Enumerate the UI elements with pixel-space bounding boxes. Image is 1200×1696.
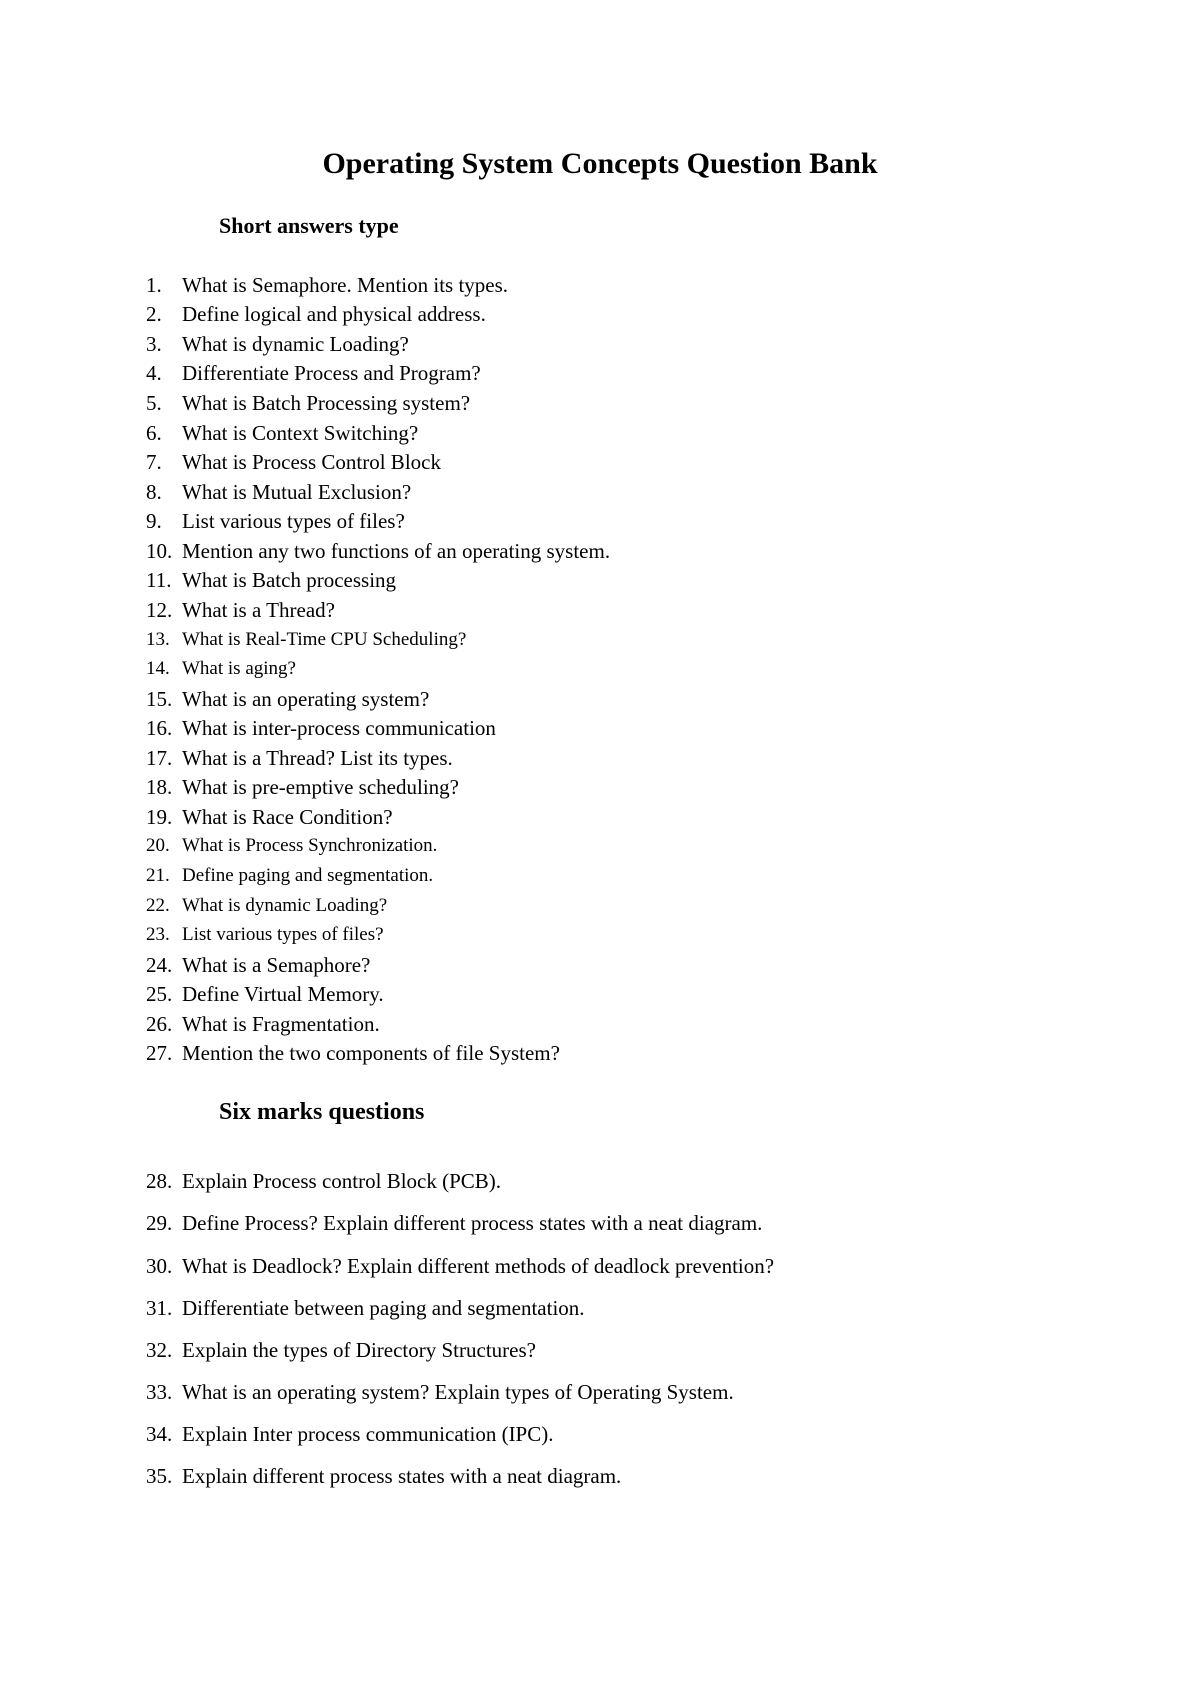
- question-item: [146, 891, 387, 921]
- question-number: 2.: [146, 302, 162, 326]
- question-item: [146, 270, 508, 300]
- question-text: Define Virtual Memory.: [182, 982, 384, 1006]
- question-number: 33.: [146, 1380, 173, 1404]
- question-item: [146, 654, 296, 684]
- question-item: [146, 979, 384, 1009]
- question-text: What is an operating system?: [182, 687, 430, 711]
- question-item: [146, 713, 496, 743]
- question-text: What is Fragmentation.: [182, 1012, 380, 1036]
- question-number: 11.: [146, 568, 172, 592]
- question-text: What is aging?: [182, 658, 296, 679]
- question-text: What is dynamic Loading?: [182, 895, 388, 916]
- question-number: 27.: [146, 1041, 173, 1065]
- question-number: 8.: [146, 480, 162, 504]
- question-number: 19.: [146, 805, 173, 829]
- question-text: What is Batch Processing system?: [182, 391, 471, 415]
- question-text: What is Real-Time CPU Scheduling?: [182, 629, 467, 650]
- question-text: What is Process Control Block: [182, 450, 441, 474]
- question-number: 3.: [146, 332, 162, 356]
- question-text: Define Process? Explain different process states with a neat diagram.: [182, 1211, 763, 1235]
- question-item: [146, 1377, 734, 1407]
- question-text: What is Process Synchronization.: [182, 835, 438, 856]
- question-item: [146, 418, 418, 448]
- question-item: [146, 1038, 560, 1068]
- question-number: 17.: [146, 746, 173, 770]
- question-text: What is Mutual Exclusion?: [182, 480, 412, 504]
- question-number: 32.: [146, 1338, 173, 1362]
- question-text: Explain different process states with a neat diagram.: [182, 1464, 622, 1488]
- question-text: What is an operating system? Explain types of Operating System.: [182, 1380, 734, 1404]
- question-item: [146, 565, 396, 595]
- question-text: Mention any two functions of an operating system.: [182, 539, 611, 563]
- question-item: [146, 920, 384, 950]
- question-number: 22.: [146, 895, 170, 916]
- question-number: 5.: [146, 391, 162, 415]
- question-number: 30.: [146, 1254, 173, 1278]
- question-item: [146, 1419, 554, 1449]
- question-item: [146, 831, 437, 861]
- question-item: [146, 743, 453, 773]
- question-item: [146, 595, 335, 625]
- question-text: Explain Inter process communication (IPC).: [182, 1422, 554, 1446]
- question-text: What is Batch processing: [182, 568, 397, 592]
- question-number: 14.: [146, 658, 170, 679]
- question-number: 1.: [146, 273, 162, 297]
- question-number: 24.: [146, 953, 173, 977]
- question-item: [146, 950, 370, 980]
- question-item: [146, 772, 459, 802]
- question-text: List various types of files?: [182, 509, 405, 533]
- question-number: 7.: [146, 450, 162, 474]
- question-text: What is a Semaphore?: [182, 953, 371, 977]
- question-item: [146, 388, 470, 418]
- question-number: 4.: [146, 361, 162, 385]
- question-item: [146, 329, 409, 359]
- question-number: 34.: [146, 1422, 173, 1446]
- question-text: What is Semaphore. Mention its types.: [182, 273, 509, 297]
- question-number: 25.: [146, 982, 173, 1006]
- question-text: What is Deadlock? Explain different methods of deadlock prevention?: [182, 1254, 775, 1278]
- question-number: 6.: [146, 421, 162, 445]
- question-number: 20.: [146, 835, 170, 856]
- question-number: 21.: [146, 865, 170, 886]
- question-text: What is pre-emptive scheduling?: [182, 775, 459, 799]
- question-number: 13.: [146, 629, 170, 650]
- question-item: [146, 1461, 621, 1491]
- question-text: What is dynamic Loading?: [182, 332, 409, 356]
- question-item: [146, 447, 441, 477]
- question-text: Explain the types of Directory Structures?: [182, 1338, 536, 1362]
- section-heading-six-marks: Six marks questions: [219, 1099, 425, 1125]
- question-number: 9.: [146, 509, 162, 533]
- question-text: What is Context Switching?: [182, 421, 419, 445]
- question-item: [146, 625, 466, 655]
- question-item: [146, 477, 411, 507]
- question-number: 15.: [146, 687, 173, 711]
- question-text: Differentiate Process and Program?: [182, 361, 481, 385]
- question-item: [146, 1335, 536, 1365]
- question-text: What is inter-process communication: [182, 716, 496, 740]
- question-item: [146, 802, 393, 832]
- question-item: [146, 1251, 774, 1281]
- question-text: List various types of files?: [182, 924, 384, 945]
- question-item: [146, 1009, 380, 1039]
- question-number: 10.: [146, 539, 173, 563]
- question-text: What is a Thread?: [182, 598, 335, 622]
- question-number: 23.: [146, 924, 170, 945]
- question-number: 26.: [146, 1012, 173, 1036]
- question-text: What is Race Condition?: [182, 805, 393, 829]
- question-number: 31.: [146, 1296, 173, 1320]
- question-item: [146, 1208, 762, 1238]
- question-text: Explain Process control Block (PCB).: [182, 1169, 502, 1193]
- question-number: 12.: [146, 598, 173, 622]
- page-title: Operating System Concepts Question Bank: [322, 147, 878, 180]
- question-item: [146, 861, 433, 891]
- question-item: [146, 299, 486, 329]
- question-item: [146, 358, 481, 388]
- question-number: 18.: [146, 775, 173, 799]
- question-number: 16.: [146, 716, 173, 740]
- question-item: [146, 506, 405, 536]
- question-item: [146, 536, 610, 566]
- question-number: 29.: [146, 1211, 173, 1235]
- question-number: 28.: [146, 1169, 173, 1193]
- section-heading-short-answers: Short answers type: [219, 213, 399, 238]
- question-text: Mention the two components of file System?: [182, 1041, 560, 1065]
- question-item: [146, 684, 429, 714]
- question-text: Define logical and physical address.: [182, 302, 486, 326]
- question-text: Define paging and segmentation.: [182, 865, 434, 886]
- question-item: [146, 1166, 501, 1196]
- question-item: [146, 1293, 585, 1323]
- question-text: Differentiate between paging and segmentation.: [182, 1296, 585, 1320]
- question-text: What is a Thread? List its types.: [182, 746, 453, 770]
- question-number: 35.: [146, 1464, 173, 1488]
